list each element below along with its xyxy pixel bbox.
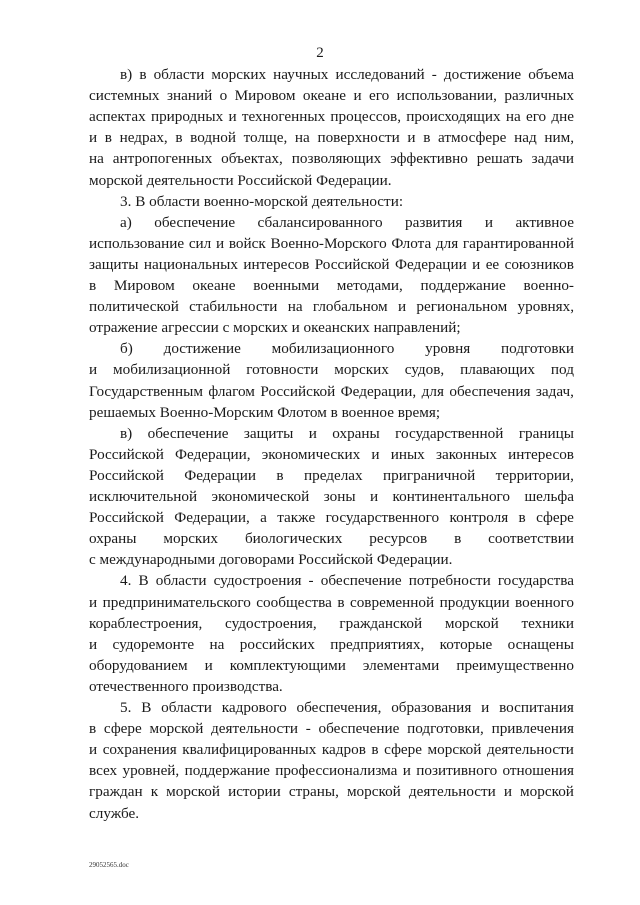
- text-word: элементами: [362, 656, 440, 674]
- text-word: войск: [228, 234, 266, 252]
- text-word: профессионализма: [275, 762, 398, 780]
- file-name-footer: 29052565.doc: [89, 861, 129, 869]
- text-word: международными: [99, 551, 219, 569]
- text-line: [89, 85, 574, 107]
- text-line: [89, 233, 574, 255]
- text-word: уровня: [425, 340, 471, 358]
- text-line: [89, 592, 574, 614]
- text-word: приграничной: [383, 466, 476, 484]
- text-word: службе.: [89, 804, 140, 822]
- text-word: Флотом: [277, 403, 331, 421]
- text-word: его: [525, 108, 547, 126]
- text-word: и: [215, 234, 225, 252]
- text-word: биологических: [244, 530, 343, 548]
- text-word: достижение: [443, 66, 522, 83]
- text-word: союзников: [504, 255, 574, 273]
- text-word: области: [153, 66, 205, 83]
- text-line: [120, 697, 574, 719]
- text-word: территории,: [495, 466, 574, 484]
- text-word: континентального: [392, 488, 511, 505]
- text-word: к: [150, 783, 159, 801]
- text-word: а: [260, 509, 267, 527]
- text-line: [120, 191, 574, 213]
- text-word: направлений;: [373, 319, 461, 337]
- text-word: Федерации,: [175, 445, 251, 463]
- text-word: в: [330, 403, 342, 421]
- text-word: интересов: [508, 445, 574, 463]
- text-word: военно-: [523, 277, 574, 294]
- text-word: и: [89, 129, 98, 147]
- text-word: региональном: [416, 298, 508, 316]
- text-word: границы: [518, 424, 574, 442]
- text-word: национальных: [143, 255, 238, 273]
- text-word: государства: [497, 572, 574, 590]
- text-word: судостроения: [213, 572, 302, 590]
- text-word: области: [155, 572, 207, 590]
- text-word: Российской: [237, 171, 317, 189]
- text-word: дне: [551, 108, 574, 126]
- text-word: и: [291, 319, 304, 337]
- text-word: морской: [427, 741, 482, 759]
- text-word: Мировом: [113, 277, 175, 294]
- text-word: охраны: [89, 530, 137, 548]
- text-word: деятельности: [486, 741, 574, 759]
- text-word: Военно-Морским: [159, 403, 278, 421]
- text-word: океане: [302, 87, 347, 105]
- text-word: океане: [192, 277, 236, 294]
- text-word: Федерации: [184, 466, 256, 484]
- text-word: Федерации.: [376, 551, 453, 569]
- text-word: судоремонте: [112, 635, 195, 653]
- text-word: и: [484, 213, 493, 231]
- text-word: развития: [405, 213, 463, 231]
- text-line: [89, 803, 574, 825]
- text-word: антропогенных: [112, 150, 213, 168]
- text-line: [89, 655, 574, 677]
- text-word: и: [308, 424, 317, 442]
- text-word: государственного: [325, 509, 440, 527]
- text-word: деятельности:: [311, 192, 404, 210]
- text-word: в: [423, 129, 431, 147]
- text-word: морской: [520, 783, 574, 801]
- text-word: использовании,: [396, 87, 497, 105]
- text-word: привлечения: [491, 720, 574, 738]
- text-word: на: [209, 635, 225, 653]
- text-word: пределах: [303, 466, 363, 484]
- text-word: морских: [211, 66, 267, 83]
- text-word: методами,: [336, 277, 403, 294]
- text-word: задачи: [531, 150, 574, 168]
- text-line: [89, 381, 574, 403]
- text-word: военно-морской: [203, 192, 312, 210]
- text-word: Российской: [260, 382, 336, 400]
- text-word: военными: [253, 277, 320, 294]
- text-word: военное: [341, 403, 398, 421]
- text-word: защиты: [89, 255, 139, 273]
- text-word: сфере: [103, 720, 142, 738]
- text-word: ее: [485, 255, 500, 273]
- text-line: [120, 423, 574, 445]
- text-word: Мировом: [234, 87, 296, 105]
- text-word: морской: [444, 614, 499, 632]
- text-word: и: [369, 488, 379, 505]
- text-word: Российской: [314, 255, 390, 273]
- text-word: и: [89, 741, 98, 759]
- text-word: интересов: [243, 255, 310, 273]
- text-word: охраны: [332, 424, 380, 442]
- text-word: кадров: [321, 741, 366, 759]
- text-word: поверхности: [317, 129, 400, 147]
- text-word: обеспечение: [154, 213, 236, 231]
- text-word: Федерации,: [340, 382, 417, 400]
- text-word: всех: [89, 762, 118, 780]
- text-word: эффективно: [390, 150, 468, 168]
- text-word: гражданской: [339, 614, 423, 632]
- text-word: с: [89, 551, 100, 569]
- text-word: и: [89, 593, 98, 611]
- text-word: водной: [190, 129, 236, 147]
- text-word: объема: [528, 66, 574, 83]
- text-word: морских: [233, 319, 292, 337]
- text-word: экономических: [261, 445, 361, 463]
- text-word: происходящих: [406, 108, 501, 126]
- text-word: политической: [89, 298, 179, 316]
- text-word: и: [353, 87, 362, 105]
- text-word: подготовки,: [407, 720, 484, 738]
- text-word: мобилизационной: [113, 361, 231, 379]
- text-word: шельфа: [524, 488, 574, 505]
- text-word: деятельности: [146, 171, 238, 189]
- text-word: предприятиях,: [330, 635, 425, 653]
- text-word: современной: [349, 593, 435, 611]
- text-word: для: [421, 382, 444, 400]
- text-word: квалифицированных: [182, 741, 317, 759]
- text-word: -: [308, 572, 314, 590]
- text-word: ним,: [544, 129, 574, 147]
- text-word: законных: [435, 445, 497, 463]
- text-word: Российской: [298, 551, 377, 569]
- text-word: воспитания: [499, 699, 574, 716]
- text-word: судостроения,: [225, 614, 317, 632]
- text-line: [120, 570, 574, 592]
- text-word: задач,: [535, 382, 574, 400]
- text-word: 3.: [120, 192, 136, 210]
- text-word: и: [397, 298, 407, 316]
- text-word: соответствии: [488, 530, 574, 548]
- text-word: аспектах: [89, 108, 146, 126]
- text-word: научных: [273, 66, 329, 83]
- text-word: стабильности: [189, 298, 278, 316]
- text-line: [120, 64, 574, 86]
- text-word: готовности: [246, 361, 319, 379]
- text-word: В: [135, 192, 150, 210]
- text-word: обеспечения: [449, 382, 531, 400]
- text-word: в: [175, 129, 183, 147]
- text-word: морской: [346, 783, 401, 801]
- text-word: недрах,: [119, 129, 168, 147]
- text-word: сообщества: [256, 593, 332, 611]
- text-word: техники: [521, 614, 574, 632]
- text-word: над: [514, 129, 537, 147]
- text-word: б): [120, 340, 133, 358]
- text-word: исключительной: [89, 488, 198, 505]
- text-word: и: [204, 656, 213, 674]
- text-word: а): [120, 213, 132, 231]
- text-word: флагом: [208, 382, 255, 400]
- text-line: [89, 170, 574, 192]
- text-word: Федерации.: [316, 171, 392, 189]
- text-word: в): [120, 66, 133, 83]
- text-word: обеспечение: [320, 572, 402, 590]
- text-word: в: [89, 277, 97, 294]
- text-word: процессов,: [330, 108, 402, 126]
- text-word: страны,: [288, 783, 339, 801]
- text-word: кораблестроения,: [89, 614, 203, 632]
- page-number: 2: [316, 45, 324, 61]
- text-word: уровней,: [122, 762, 180, 780]
- text-word: достижение: [163, 340, 241, 358]
- text-word: оборудованием: [89, 656, 188, 674]
- text-word: Федерации: [394, 255, 467, 273]
- text-word: активное: [515, 213, 574, 231]
- text-word: гарантированной: [462, 234, 574, 252]
- text-word: уровнях,: [517, 298, 574, 316]
- text-line: [89, 486, 574, 508]
- text-word: отечественного: [89, 677, 193, 695]
- text-word: агрессии: [161, 319, 223, 337]
- text-word: в: [371, 741, 379, 759]
- text-word: Военно-Морского: [270, 234, 387, 252]
- text-word: в: [454, 530, 462, 548]
- text-word: его: [369, 87, 390, 105]
- text-word: на: [505, 108, 521, 126]
- text-word: Флота: [391, 234, 432, 252]
- text-word: и: [89, 635, 98, 653]
- text-word: позволяющих: [291, 150, 382, 168]
- text-line: [89, 739, 574, 761]
- text-word: плавающих: [460, 361, 536, 379]
- text-word: и: [402, 762, 411, 780]
- text-word: -: [305, 720, 311, 738]
- text-word: под: [550, 361, 574, 379]
- text-word: сохранения: [102, 741, 177, 759]
- text-line: [89, 528, 574, 550]
- text-word: системных: [89, 87, 160, 105]
- text-word: защиты: [243, 424, 294, 442]
- text-line: [120, 212, 574, 234]
- text-word: иных: [390, 445, 425, 463]
- text-line: [89, 275, 574, 297]
- text-word: продукции: [439, 593, 510, 611]
- text-word: в): [120, 424, 133, 442]
- text-word: обеспечения,: [296, 699, 382, 716]
- text-line: [89, 634, 574, 656]
- text-word: экономической: [211, 488, 310, 505]
- text-word: решать: [476, 150, 523, 168]
- text-word: и: [89, 361, 98, 379]
- text-word: обеспечение: [318, 720, 400, 738]
- text-word: толще,: [243, 129, 288, 147]
- text-word: в: [518, 509, 526, 527]
- text-word: в: [104, 129, 112, 147]
- text-word: зоны: [323, 488, 356, 505]
- text-word: -: [431, 66, 437, 83]
- text-word: морских: [163, 530, 219, 548]
- text-word: договорами: [218, 551, 299, 569]
- text-word: природных: [150, 108, 224, 126]
- text-word: и: [481, 699, 490, 716]
- text-word: время;: [397, 403, 441, 421]
- text-word: В: [141, 699, 152, 716]
- text-word: 5.: [120, 699, 132, 716]
- text-word: и: [503, 783, 512, 801]
- text-word: российских: [239, 635, 315, 653]
- text-line: [89, 106, 574, 128]
- text-line: [89, 402, 574, 424]
- text-word: решаемых: [89, 403, 160, 421]
- text-word: в: [276, 466, 284, 484]
- text-word: Российской: [89, 445, 164, 463]
- text-word: исследований: [335, 66, 425, 83]
- text-word: кадрового: [221, 699, 287, 716]
- text-word: сфере: [384, 741, 422, 759]
- text-word: Федерации,: [174, 509, 250, 527]
- text-word: морской: [89, 171, 147, 189]
- text-line: [89, 507, 574, 529]
- text-word: производства.: [192, 677, 283, 695]
- text-word: и: [407, 129, 416, 147]
- text-word: образования: [391, 699, 472, 716]
- text-line: [89, 613, 574, 635]
- text-word: Государственным: [89, 382, 203, 400]
- text-word: также: [277, 509, 316, 527]
- text-word: в: [139, 66, 147, 83]
- text-line: [89, 718, 574, 740]
- text-word: которые: [439, 635, 493, 653]
- text-word: ресурсов: [369, 530, 428, 548]
- text-word: отражение: [89, 319, 162, 337]
- text-word: на: [287, 298, 303, 316]
- text-word: и: [472, 255, 481, 273]
- text-word: океанских: [303, 319, 374, 337]
- text-word: на: [89, 150, 104, 168]
- text-line: [89, 296, 574, 318]
- text-word: истории: [228, 783, 281, 801]
- text-word: 4.: [120, 572, 132, 590]
- text-word: для: [435, 234, 459, 252]
- text-word: военного: [515, 593, 574, 611]
- text-line: [120, 338, 574, 360]
- text-word: поддержание: [184, 762, 270, 780]
- text-word: обеспечение: [147, 424, 229, 442]
- text-line: [89, 254, 574, 276]
- text-word: деятельности: [211, 720, 298, 738]
- text-word: сфере: [536, 509, 574, 527]
- text-word: и: [371, 445, 380, 463]
- text-line: [89, 549, 574, 571]
- text-word: в: [337, 593, 345, 611]
- text-line: [89, 444, 574, 466]
- text-word: морской: [166, 783, 221, 801]
- text-word: Российской: [89, 466, 164, 484]
- text-word: В: [138, 572, 149, 590]
- text-word: судов,: [404, 361, 445, 379]
- text-word: техногенных: [241, 108, 326, 126]
- text-word: области: [149, 192, 204, 210]
- text-word: потребности: [408, 572, 491, 590]
- text-word: на: [294, 129, 310, 147]
- text-word: сил: [188, 234, 212, 252]
- text-word: преимущественно: [456, 656, 574, 674]
- text-word: знаний: [166, 87, 213, 105]
- text-word: оснащены: [507, 635, 574, 653]
- text-word: позитивного: [416, 762, 498, 780]
- text-line: [89, 127, 574, 149]
- text-line: [89, 148, 574, 170]
- text-word: комплектующими: [229, 656, 346, 674]
- text-word: предпринимательского: [102, 593, 251, 611]
- text-word: морской: [149, 720, 204, 738]
- text-word: и: [228, 108, 237, 126]
- text-word: деятельности: [408, 783, 496, 801]
- text-word: контроля: [449, 509, 509, 527]
- text-word: морских: [334, 361, 389, 379]
- text-word: о: [219, 87, 228, 105]
- text-word: сбалансированного: [257, 213, 383, 231]
- text-line: [89, 317, 574, 339]
- text-word: атмосфере: [438, 129, 507, 147]
- text-word: использование: [89, 234, 185, 252]
- text-line: [89, 760, 574, 782]
- text-word: области: [161, 699, 212, 716]
- text-line: [89, 465, 574, 487]
- text-word: в: [89, 720, 97, 738]
- text-line: [89, 781, 574, 803]
- text-word: объектах,: [221, 150, 283, 168]
- text-word: поддержание: [420, 277, 506, 294]
- text-word: государственной: [395, 424, 504, 442]
- text-word: различных: [504, 87, 574, 105]
- text-word: глобальном: [312, 298, 388, 316]
- text-line: [89, 676, 574, 698]
- text-word: с: [222, 319, 234, 337]
- text-word: Российской: [89, 509, 164, 527]
- text-word: отношения: [502, 762, 574, 780]
- text-word: граждан: [89, 783, 143, 801]
- text-word: подготовки: [501, 340, 574, 358]
- text-line: [89, 359, 574, 381]
- text-word: мобилизационного: [271, 340, 395, 358]
